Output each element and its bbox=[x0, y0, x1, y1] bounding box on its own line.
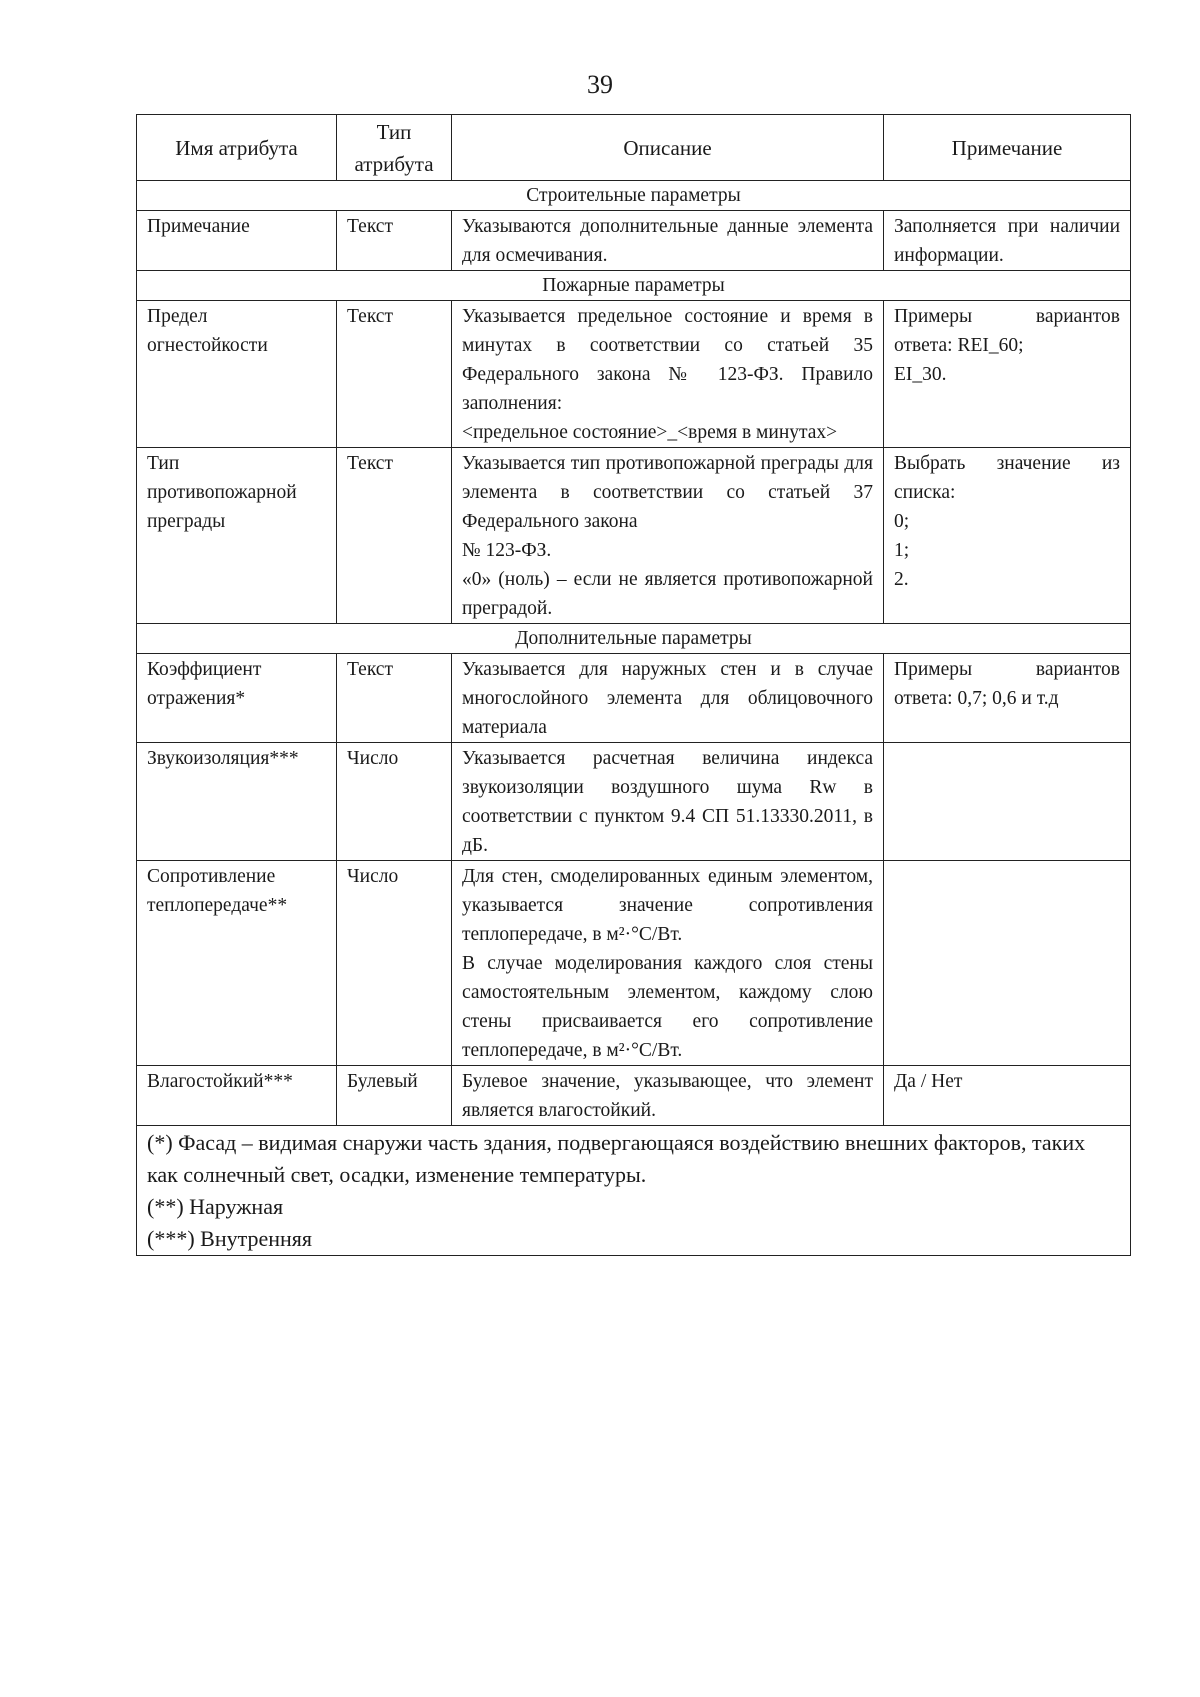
description-paragraph: «0» (ноль) – если не является противопожарной преградой. bbox=[462, 569, 873, 619]
table-row bbox=[137, 211, 1131, 271]
page-number: 39 bbox=[587, 70, 613, 99]
attribute-description: Указываются дополнительные данные элемента для осмечивания. bbox=[452, 211, 884, 271]
footnote-internal: (***) Внутренняя bbox=[147, 1226, 313, 1251]
section-row bbox=[137, 181, 1131, 211]
header-attribute-type: Тип атрибута bbox=[337, 115, 452, 181]
attribute-note: Примеры вариантов ответа: 0,7; 0,6 и т.д bbox=[884, 654, 1131, 743]
attribute-note bbox=[884, 301, 1131, 448]
attribute-name: Сопротивление теплопередаче** bbox=[137, 861, 337, 1066]
attribute-type: Число bbox=[337, 743, 452, 861]
section-row bbox=[137, 271, 1131, 301]
note-line: 1; bbox=[894, 540, 910, 561]
footnotes bbox=[137, 1126, 1131, 1256]
header-attribute-name: Имя атрибута bbox=[137, 115, 337, 181]
table-row bbox=[137, 1066, 1131, 1126]
section-additional: Дополнительные параметры bbox=[137, 624, 1131, 654]
section-fire: Пожарные параметры bbox=[137, 271, 1131, 301]
attribute-note bbox=[884, 448, 1131, 624]
description-paragraph: В случае моделирования каждого слоя стены самостоятельным элементом, каждому слою стены присваивается его сопротивление теплопередаче, в м²·°С/Вт. bbox=[462, 953, 873, 1061]
header-note: Примечание bbox=[884, 115, 1131, 181]
table-row bbox=[137, 448, 1131, 624]
attribute-description: Указывается расчетная величина индекса звукоизоляции воздушного шума Rw в соответствии с пунктом 9.4 СП 51.13330.2011, в дБ. bbox=[452, 743, 884, 861]
attribute-type: Текст bbox=[337, 211, 452, 271]
table-header-row bbox=[137, 115, 1131, 181]
attribute-description: Булевое значение, указывающее, что элемент является влагостойкий. bbox=[452, 1066, 884, 1126]
description-paragraph: Для стен, смоделированных единым элементом, указывается значение сопротивления теплопередаче, в м²·°С/Вт. bbox=[462, 866, 873, 945]
attribute-name: Примечание bbox=[137, 211, 337, 271]
attribute-name: Предел огнестойкости bbox=[137, 301, 337, 448]
section-row bbox=[137, 624, 1131, 654]
table-row bbox=[137, 861, 1131, 1066]
attribute-name: Звукоизоляция*** bbox=[137, 743, 337, 861]
table-row bbox=[137, 301, 1131, 448]
attribute-type: Текст bbox=[337, 654, 452, 743]
attribute-description bbox=[452, 448, 884, 624]
attribute-note bbox=[884, 743, 1131, 861]
header-description: Описание bbox=[452, 115, 884, 181]
footnote-external: (**) Наружная bbox=[147, 1194, 284, 1219]
attribute-name: Тип противопожарной преграды bbox=[137, 448, 337, 624]
attribute-note: Да / Нет bbox=[884, 1066, 1131, 1126]
attributes-table bbox=[136, 114, 1131, 1256]
attribute-description bbox=[452, 861, 884, 1066]
note-line: Выбрать значение из списка: bbox=[894, 453, 1120, 503]
attribute-note bbox=[884, 861, 1131, 1066]
note-line: Примеры вариантов ответа: REI_60; bbox=[894, 306, 1120, 356]
attribute-type: Текст bbox=[337, 301, 452, 448]
footnotes-row bbox=[137, 1126, 1131, 1256]
attribute-type: Булевый bbox=[337, 1066, 452, 1126]
attribute-name: Влагостойкий*** bbox=[137, 1066, 337, 1126]
table-row bbox=[137, 654, 1131, 743]
description-paragraph: Указывается тип противопожарной преграды для элемента в соответствии со статьей 37 Федерального закона bbox=[462, 453, 873, 532]
description-paragraph: № 123-ФЗ. bbox=[462, 540, 552, 561]
attribute-type: Число bbox=[337, 861, 452, 1066]
description-paragraph: <предельное состояние>_<время в минутах> bbox=[462, 422, 838, 443]
attribute-description bbox=[452, 301, 884, 448]
note-line: 0; bbox=[894, 511, 910, 532]
note-line: 2. bbox=[894, 569, 909, 590]
attribute-note: Заполняется при наличии информации. bbox=[884, 211, 1131, 271]
attribute-description: Указывается для наружных стен и в случае многослойного элемента для облицовочного материала bbox=[452, 654, 884, 743]
attribute-type: Текст bbox=[337, 448, 452, 624]
note-line: EI_30. bbox=[894, 364, 947, 385]
section-construction: Строительные параметры bbox=[137, 181, 1131, 211]
attribute-name: Коэффициент отражения* bbox=[137, 654, 337, 743]
footnote-facade: (*) Фасад – видимая снаружи часть здания, подвергающаяся воздействию внешних факторов, таких как солнечный свет, осадки, изменение температуры. bbox=[147, 1130, 1086, 1187]
table-row bbox=[137, 743, 1131, 861]
description-paragraph: Указывается предельное состояние и время в минутах в соответствии со статьей 35 Федерального закона № 123-ФЗ. Правило заполнения: bbox=[462, 306, 873, 414]
